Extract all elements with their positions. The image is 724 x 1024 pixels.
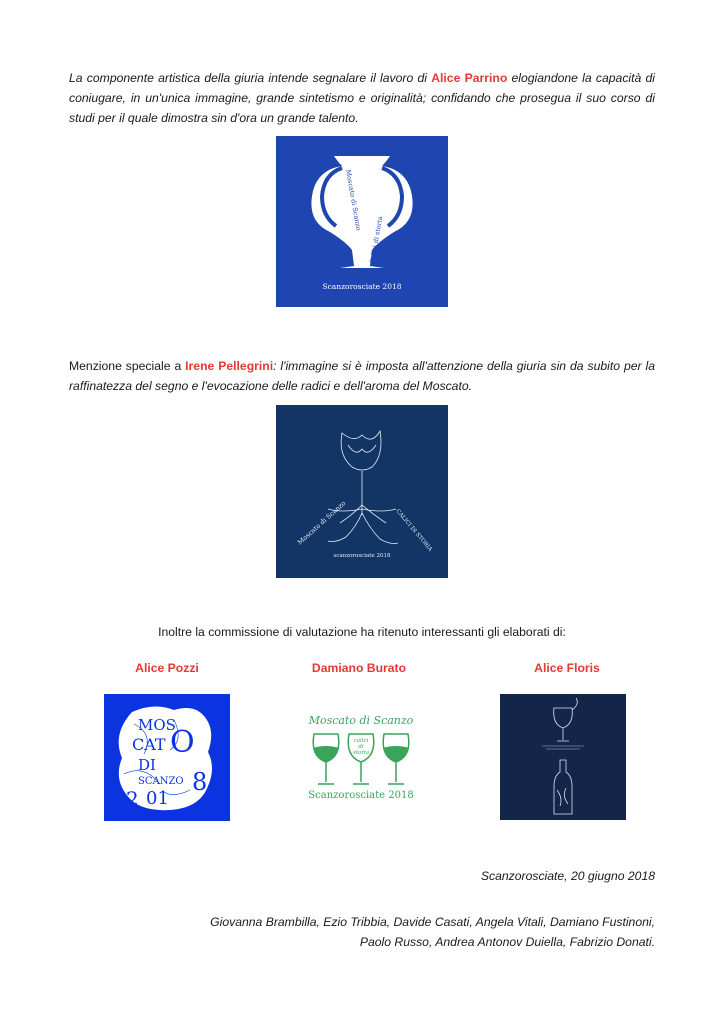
logo1-text-right: Calici di storia — [368, 215, 385, 265]
logo-irene-pellegrini — [276, 405, 448, 578]
logo-damiano-burato — [300, 712, 422, 804]
logo3-text-o: O — [170, 725, 195, 760]
logo4-title: Moscato di Scanzo — [308, 714, 414, 727]
entry-name-1: Alice Pozzi — [135, 661, 199, 675]
logo2-caption: scanzorosciate 2018 — [333, 553, 391, 559]
logo4-badge-line3: storia — [352, 750, 370, 756]
entry-name-3: Alice Floris — [534, 661, 600, 675]
entry-name-2: Damiano Burato — [311, 661, 407, 675]
winner-name: Alice Parrino — [431, 71, 508, 85]
intro-paragraph — [69, 68, 655, 128]
logo3-text-cat: CAT — [132, 735, 166, 754]
mention-text-before: Menzione speciale a — [69, 359, 186, 373]
logo1-caption: Scanzorosciate 2018 — [322, 282, 402, 291]
logo4-badge-line2: di — [358, 744, 364, 750]
mention-paragraph — [69, 356, 655, 396]
intro-text-after: elogiandone la capacità di coniugare, in un'unica immagine, grande sintetismo e originalità; confidando che prosegua il suo corso di studi per il quale dimostra sin d'ora un grande talento. — [69, 71, 656, 125]
logo3-text-year-8: 8 — [192, 768, 208, 796]
signatures — [210, 912, 655, 952]
mention-name: Irene Pellegrini — [185, 359, 274, 373]
logo3-text-di: DI — [138, 756, 156, 774]
mention-text-after: : l'immagine si è imposta all'attenzione della giuria sin da subito per la raffinatezza del segno e l'evocazione delle radici e dell'aroma del Moscato. — [69, 359, 655, 393]
place-date: Scanzorosciate, 20 giugno 2018 — [480, 869, 655, 883]
signatures-line-2: Paolo Russo, Andrea Antonov Duiella, Fabrizio Donati. — [359, 935, 655, 949]
logo3-text-scanzo: SCANZO — [138, 776, 184, 787]
logo3-text-year-01: 01 — [146, 788, 169, 809]
logo2-text-left: Moscato di Scanzo — [295, 499, 348, 547]
logo3-text-year-2: 2 — [126, 787, 139, 811]
logo2-text-right: CALICI DI STORIA — [394, 508, 433, 553]
logo-alice-floris — [500, 694, 626, 820]
also-interesting-line: Inoltre la commissione di valutazione ha ritenuto interessanti gli elaborati di: — [158, 625, 566, 639]
logo-alice-parrino — [276, 136, 448, 307]
logo4-caption: Scanzorosciate 2018 — [308, 790, 414, 801]
logo4-badge-line1: calici — [353, 738, 369, 744]
intro-text-before: La componente artistica della giuria intende segnalare il lavoro di — [69, 71, 432, 85]
signatures-line-1: Giovanna Brambilla, Ezio Tribbia, Davide Casati, Angela Vitali, Damiano Fustinoni, — [210, 915, 655, 929]
logo1-text-left: Moscato di Scanzo — [344, 168, 363, 232]
logo5-background — [500, 694, 626, 820]
logo-alice-pozzi — [104, 694, 230, 821]
logo3-text-mos: MOS — [138, 716, 176, 734]
